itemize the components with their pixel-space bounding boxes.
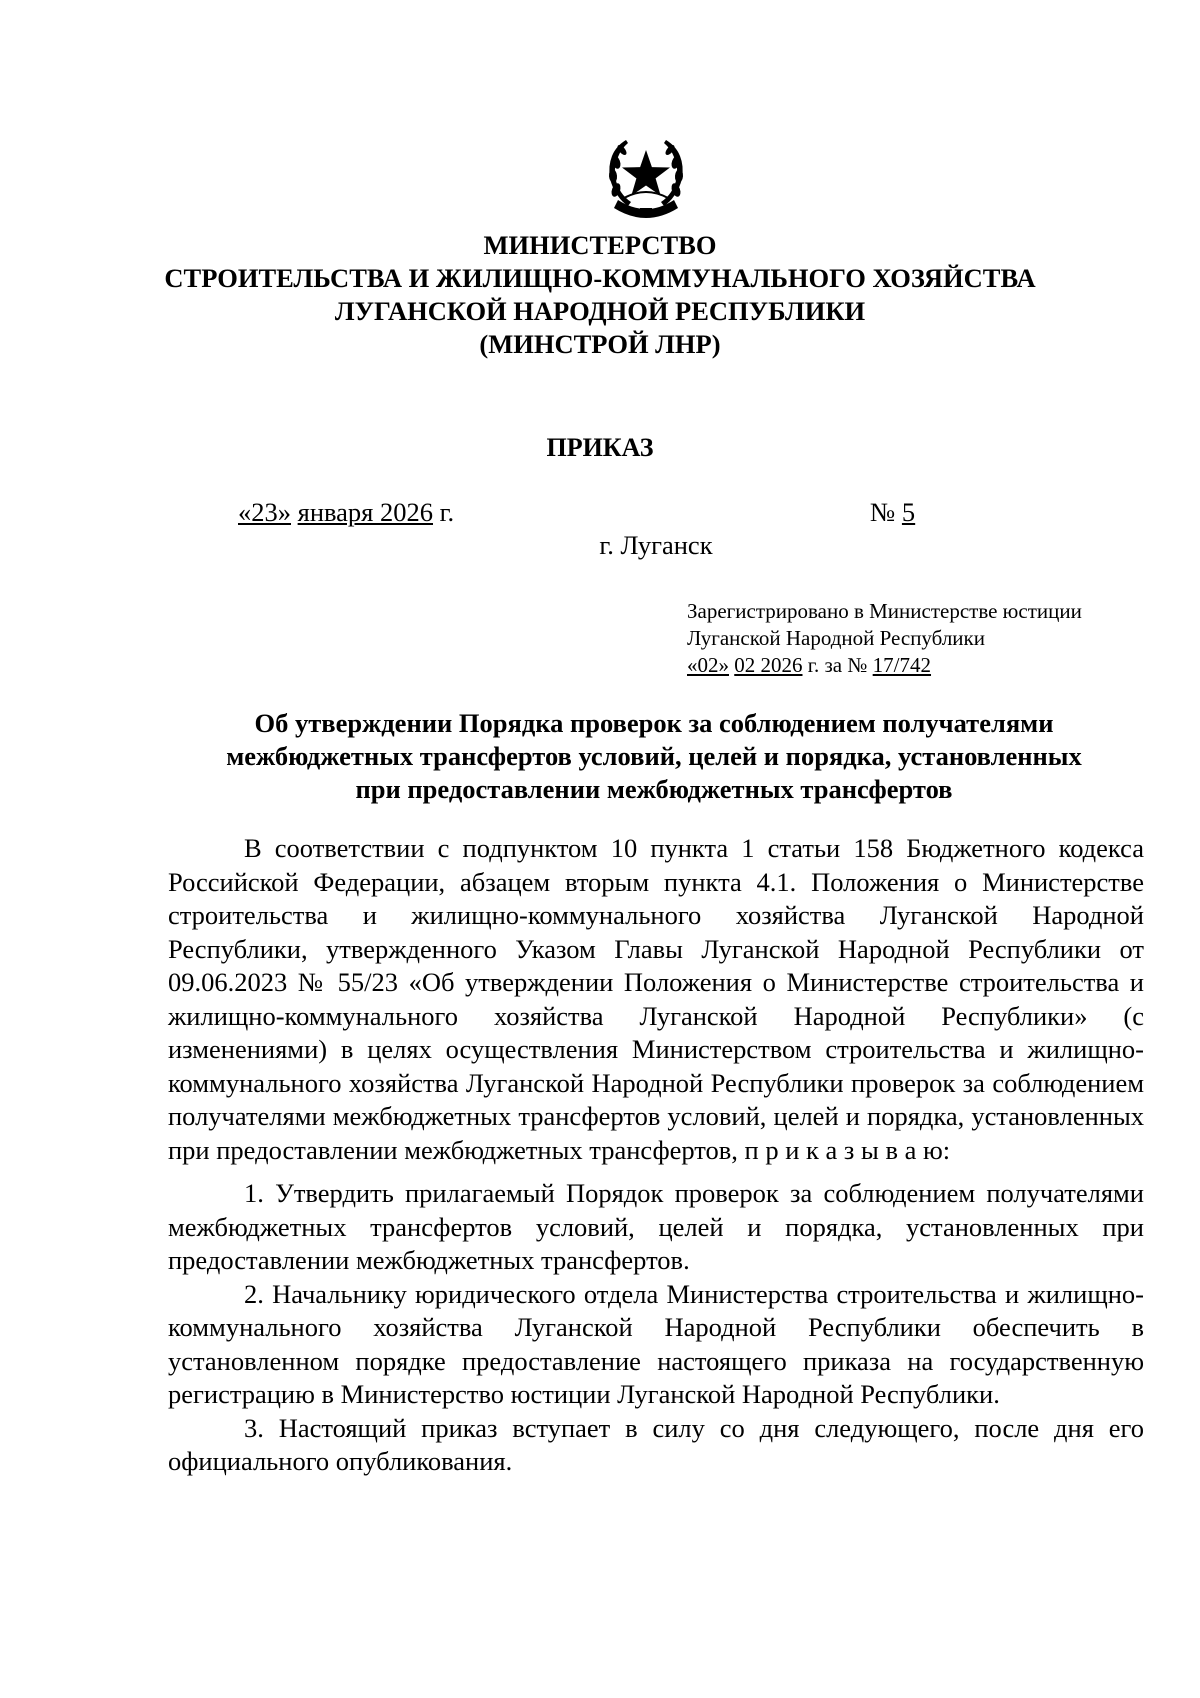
- order-body: [168, 832, 1144, 1479]
- preamble-paragraph: В соответствии с подпунктом 10 пункта 1 статьи 158 Бюджетного кодекса Российской Федерации, абзацем вторым пункта 4.1. Положения о Министерстве строительства и жилищно-коммунального хозяйства Луганской Народной Республики, утвержденного Указом Главы Луганской Народной Республики от 09.06.2023 № 55/23 «Об утверждении Положения о Министерстве строительства и жилищно-коммунального хозяйства Луганской Народной Республики» (с изменениями) в целях осуществления Министерством строительства и жилищно-коммунального хозяйства Луганской Народной Республики проверок за соблюдением получателями межбюджетных трансфертов условий, целей и порядка, установленных при предоставлении межбюджетных трансфертов, п р и к а з ы в а ю:: [168, 833, 1144, 1165]
- document-type-title: ПРИКАЗ: [546, 433, 654, 462]
- registration-number: 17/742: [872, 653, 932, 677]
- order-number-value: 5: [901, 497, 916, 527]
- registration-mid: г. за: [807, 653, 843, 677]
- order-date-day: «23»: [238, 497, 291, 527]
- ministry-line-2: СТРОИТЕЛЬСТВА И ЖИЛИЩНО-КОММУНАЛЬНОГО ХОЗЯЙСТВА: [164, 263, 1036, 293]
- clause-3-paragraph: 3. Настоящий приказ вступает в силу со дня следующего, после дня его официального опубликования.: [168, 1412, 1144, 1476]
- clause-2-paragraph: 2. Начальнику юридического отдела Министерства строительства и жилищно-коммунального хозяйства Луганской Народной Республики обеспечить в установленном порядке предоставление настоящего приказа на государственную регистрацию в Министерство юстиции Луганской Народной Республики.: [168, 1278, 1144, 1409]
- ministry-line-3: ЛУГАНСКОЙ НАРОДНОЙ РЕСПУБЛИКИ: [334, 296, 866, 326]
- order-date-month-year: января 2026: [297, 497, 433, 527]
- registration-month-year: 02 2026: [734, 653, 803, 677]
- order-date-suffix: г.: [439, 497, 455, 527]
- registration-line-1: Зарегистрировано в Министерстве юстиции: [687, 599, 1082, 623]
- registration-line-2: Луганской Народной Республики: [687, 626, 985, 650]
- ministry-line-1: МИНИСТЕРСТВО: [483, 230, 717, 260]
- order-number-prefix: №: [870, 497, 896, 527]
- registration-note: [687, 598, 1082, 679]
- order-city: г. Луганск: [599, 530, 713, 560]
- ministry-line-4: (МИНСТРОЙ ЛНР): [479, 329, 721, 359]
- subject-line-1: Об утверждении Порядка проверок за соблюдением получателями: [254, 708, 1054, 738]
- registration-no-sign: №: [847, 653, 868, 677]
- order-date: [238, 497, 454, 528]
- coat-of-arms-emblem: [596, 128, 696, 228]
- subject-line-3: при предоставлении межбюджетных трансфертов: [355, 774, 953, 804]
- order-subject: [0, 707, 1200, 806]
- registration-line-3: [687, 652, 1082, 679]
- order-number: [870, 497, 915, 528]
- registration-day: «02»: [687, 653, 729, 677]
- ministry-name: [0, 229, 1200, 361]
- clause-1-paragraph: 1. Утвердить прилагаемый Порядок проверок за соблюдением получателями межбюджетных трансфертов условий, целей и порядка, установленных при предоставлении межбюджетных трансфертов.: [168, 1178, 1144, 1275]
- subject-line-2: межбюджетных трансфертов условий, целей и порядка, установленных: [226, 741, 1082, 771]
